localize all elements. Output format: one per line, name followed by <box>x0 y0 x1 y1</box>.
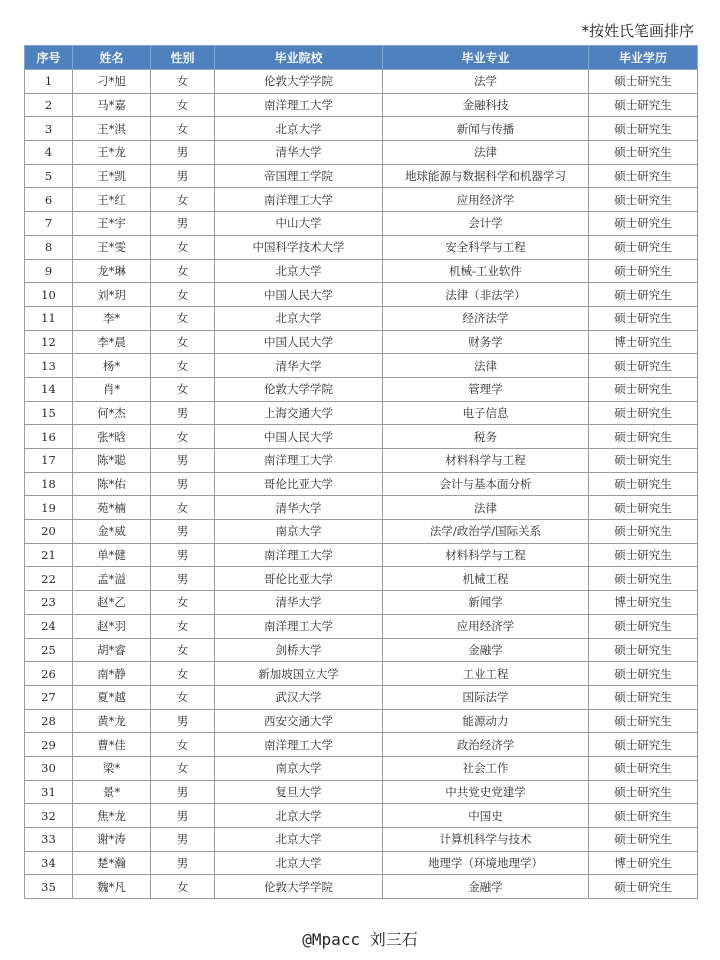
cell-gender: 女 <box>151 259 215 283</box>
cell-gender: 男 <box>151 401 215 425</box>
table-row <box>25 472 698 496</box>
cell-major: 国际法学 <box>383 685 589 709</box>
cell-name: 谢*涛 <box>73 828 151 852</box>
table-row <box>25 449 698 473</box>
cell-name: 楚*瀚 <box>73 851 151 875</box>
table-row <box>25 804 698 828</box>
cell-gender: 女 <box>151 685 215 709</box>
cell-name: 李*晨 <box>73 330 151 354</box>
cell-school: 清华大学 <box>215 591 383 615</box>
cell-gender: 女 <box>151 70 215 94</box>
cell-gender: 女 <box>151 638 215 662</box>
table-row <box>25 259 698 283</box>
cell-degree: 硕士研究生 <box>589 472 698 496</box>
cell-index: 27 <box>25 685 73 709</box>
cell-name: 马*嘉 <box>73 93 151 117</box>
table-row <box>25 591 698 615</box>
cell-school: 武汉大学 <box>215 685 383 709</box>
cell-gender: 男 <box>151 212 215 236</box>
cell-name: 王*龙 <box>73 141 151 165</box>
cell-name: 胡*睿 <box>73 638 151 662</box>
cell-gender: 男 <box>151 567 215 591</box>
cell-name: 张*晗 <box>73 425 151 449</box>
table-row <box>25 520 698 544</box>
table-row <box>25 425 698 449</box>
cell-degree: 硕士研究生 <box>589 283 698 307</box>
cell-major: 能源动力 <box>383 709 589 733</box>
cell-degree: 硕士研究生 <box>589 662 698 686</box>
cell-major: 财务学 <box>383 330 589 354</box>
cell-degree: 硕士研究生 <box>589 401 698 425</box>
table-row <box>25 70 698 94</box>
cell-degree: 硕士研究生 <box>589 756 698 780</box>
cell-index: 26 <box>25 662 73 686</box>
cell-index: 8 <box>25 235 73 259</box>
table-row <box>25 330 698 354</box>
table-row <box>25 709 698 733</box>
cell-school: 伦敦大学学院 <box>215 70 383 94</box>
cell-school: 中国人民大学 <box>215 283 383 307</box>
cell-school: 伦敦大学学院 <box>215 377 383 401</box>
cell-school: 北京大学 <box>215 851 383 875</box>
cell-school: 南洋理工大学 <box>215 93 383 117</box>
cell-degree: 硕士研究生 <box>589 212 698 236</box>
table-row <box>25 377 698 401</box>
cell-major: 法律 <box>383 354 589 378</box>
cell-school: 新加坡国立大学 <box>215 662 383 686</box>
cell-school: 南洋理工大学 <box>215 449 383 473</box>
cell-school: 西安交通大学 <box>215 709 383 733</box>
cell-major: 材料科学与工程 <box>383 449 589 473</box>
cell-major: 金融科技 <box>383 93 589 117</box>
cell-gender: 男 <box>151 141 215 165</box>
cell-major: 新闻与传播 <box>383 117 589 141</box>
cell-index: 29 <box>25 733 73 757</box>
cell-name: 夏*越 <box>73 685 151 709</box>
table-row <box>25 354 698 378</box>
cell-school: 南洋理工大学 <box>215 733 383 757</box>
cell-major: 材料科学与工程 <box>383 543 589 567</box>
cell-gender: 女 <box>151 117 215 141</box>
cell-gender: 女 <box>151 496 215 520</box>
table-row <box>25 93 698 117</box>
cell-major: 应用经济学 <box>383 188 589 212</box>
table-row <box>25 306 698 330</box>
cell-major: 地理学（环境地理学） <box>383 851 589 875</box>
cell-index: 14 <box>25 377 73 401</box>
cell-index: 32 <box>25 804 73 828</box>
cell-school: 南洋理工大学 <box>215 614 383 638</box>
cell-name: 单*健 <box>73 543 151 567</box>
cell-index: 1 <box>25 70 73 94</box>
table-row <box>25 756 698 780</box>
cell-major: 地球能源与数据科学和机器学习 <box>383 164 589 188</box>
cell-gender: 女 <box>151 283 215 307</box>
cell-school: 北京大学 <box>215 117 383 141</box>
cell-index: 17 <box>25 449 73 473</box>
cell-degree: 硕士研究生 <box>589 638 698 662</box>
cell-name: 黄*龙 <box>73 709 151 733</box>
cell-index: 23 <box>25 591 73 615</box>
cell-name: 金*威 <box>73 520 151 544</box>
cell-school: 剑桥大学 <box>215 638 383 662</box>
cell-degree: 硕士研究生 <box>589 188 698 212</box>
cell-name: 梁* <box>73 756 151 780</box>
cell-degree: 硕士研究生 <box>589 70 698 94</box>
cell-degree: 博士研究生 <box>589 851 698 875</box>
cell-major: 会计学 <box>383 212 589 236</box>
header-degree: 毕业学历 <box>589 46 698 70</box>
header-index: 序号 <box>25 46 73 70</box>
cell-gender: 男 <box>151 851 215 875</box>
cell-gender: 男 <box>151 709 215 733</box>
table-row <box>25 496 698 520</box>
cell-name: 景* <box>73 780 151 804</box>
table-row <box>25 567 698 591</box>
cell-index: 6 <box>25 188 73 212</box>
cell-degree: 硕士研究生 <box>589 567 698 591</box>
cell-index: 18 <box>25 472 73 496</box>
cell-gender: 男 <box>151 449 215 473</box>
cell-major: 管理学 <box>383 377 589 401</box>
cell-index: 20 <box>25 520 73 544</box>
cell-major: 安全科学与工程 <box>383 235 589 259</box>
table-row <box>25 685 698 709</box>
cell-name: 焦*龙 <box>73 804 151 828</box>
cell-name: 魏*凡 <box>73 875 151 899</box>
cell-gender: 女 <box>151 591 215 615</box>
cell-major: 社会工作 <box>383 756 589 780</box>
cell-name: 王*雯 <box>73 235 151 259</box>
table-row <box>25 188 698 212</box>
header-name: 姓名 <box>73 46 151 70</box>
cell-index: 31 <box>25 780 73 804</box>
cell-gender: 男 <box>151 164 215 188</box>
cell-school: 上海交通大学 <box>215 401 383 425</box>
cell-gender: 女 <box>151 354 215 378</box>
cell-school: 南京大学 <box>215 756 383 780</box>
cell-degree: 博士研究生 <box>589 591 698 615</box>
cell-major: 法学 <box>383 70 589 94</box>
header-school: 毕业院校 <box>215 46 383 70</box>
cell-gender: 女 <box>151 614 215 638</box>
cell-gender: 女 <box>151 235 215 259</box>
cell-major: 法律 <box>383 141 589 165</box>
table-row <box>25 733 698 757</box>
cell-degree: 硕士研究生 <box>589 685 698 709</box>
table-row <box>25 235 698 259</box>
cell-school: 北京大学 <box>215 306 383 330</box>
cell-index: 15 <box>25 401 73 425</box>
cell-school: 中国人民大学 <box>215 425 383 449</box>
cell-index: 13 <box>25 354 73 378</box>
cell-degree: 硕士研究生 <box>589 354 698 378</box>
cell-index: 28 <box>25 709 73 733</box>
cell-name: 南*静 <box>73 662 151 686</box>
cell-degree: 硕士研究生 <box>589 614 698 638</box>
cell-major: 法学/政治学/国际关系 <box>383 520 589 544</box>
cell-school: 中国科学技术大学 <box>215 235 383 259</box>
table-row <box>25 614 698 638</box>
cell-major: 金融学 <box>383 875 589 899</box>
header-major: 毕业专业 <box>383 46 589 70</box>
cell-index: 9 <box>25 259 73 283</box>
cell-gender: 女 <box>151 330 215 354</box>
cell-degree: 硕士研究生 <box>589 543 698 567</box>
cell-major: 应用经济学 <box>383 614 589 638</box>
cell-major: 税务 <box>383 425 589 449</box>
cell-school: 伦敦大学学院 <box>215 875 383 899</box>
cell-name: 孟*溢 <box>73 567 151 591</box>
table-row <box>25 117 698 141</box>
cell-gender: 女 <box>151 662 215 686</box>
cell-degree: 硕士研究生 <box>589 875 698 899</box>
cell-major: 经济法学 <box>383 306 589 330</box>
cell-major: 电子信息 <box>383 401 589 425</box>
table-row <box>25 780 698 804</box>
cell-index: 10 <box>25 283 73 307</box>
cell-index: 30 <box>25 756 73 780</box>
cell-index: 11 <box>25 306 73 330</box>
cell-degree: 硕士研究生 <box>589 709 698 733</box>
cell-index: 34 <box>25 851 73 875</box>
cell-school: 清华大学 <box>215 496 383 520</box>
cell-index: 16 <box>25 425 73 449</box>
cell-degree: 硕士研究生 <box>589 804 698 828</box>
table-row <box>25 212 698 236</box>
cell-degree: 硕士研究生 <box>589 93 698 117</box>
cell-major: 法律 <box>383 496 589 520</box>
cell-major: 政治经济学 <box>383 733 589 757</box>
table-row <box>25 851 698 875</box>
cell-gender: 男 <box>151 543 215 567</box>
table-row <box>25 141 698 165</box>
cell-major: 计算机科学与技术 <box>383 828 589 852</box>
cell-major: 法律（非法学） <box>383 283 589 307</box>
cell-name: 王*凯 <box>73 164 151 188</box>
cell-index: 12 <box>25 330 73 354</box>
cell-major: 工业工程 <box>383 662 589 686</box>
cell-school: 中国人民大学 <box>215 330 383 354</box>
cell-gender: 女 <box>151 188 215 212</box>
cell-gender: 女 <box>151 306 215 330</box>
cell-index: 22 <box>25 567 73 591</box>
cell-gender: 男 <box>151 780 215 804</box>
cell-degree: 硕士研究生 <box>589 496 698 520</box>
cell-name: 陈*聪 <box>73 449 151 473</box>
cell-name: 龙*琳 <box>73 259 151 283</box>
cell-degree: 硕士研究生 <box>589 141 698 165</box>
cell-index: 33 <box>25 828 73 852</box>
cell-school: 南洋理工大学 <box>215 188 383 212</box>
cell-gender: 女 <box>151 93 215 117</box>
table-row <box>25 283 698 307</box>
header-gender: 性别 <box>151 46 215 70</box>
table-row <box>25 828 698 852</box>
cell-degree: 博士研究生 <box>589 330 698 354</box>
cell-degree: 硕士研究生 <box>589 780 698 804</box>
cell-index: 7 <box>25 212 73 236</box>
cell-name: 赵*乙 <box>73 591 151 615</box>
cell-name: 杨* <box>73 354 151 378</box>
cell-name: 刘*玥 <box>73 283 151 307</box>
cell-name: 王*淇 <box>73 117 151 141</box>
cell-index: 35 <box>25 875 73 899</box>
cell-index: 2 <box>25 93 73 117</box>
table-row <box>25 401 698 425</box>
cell-major: 新闻学 <box>383 591 589 615</box>
cell-degree: 硕士研究生 <box>589 164 698 188</box>
cell-degree: 硕士研究生 <box>589 259 698 283</box>
cell-name: 王*宇 <box>73 212 151 236</box>
cell-major: 金融学 <box>383 638 589 662</box>
cell-school: 中山大学 <box>215 212 383 236</box>
cell-index: 3 <box>25 117 73 141</box>
cell-index: 24 <box>25 614 73 638</box>
graduates-table <box>24 45 698 899</box>
cell-gender: 女 <box>151 756 215 780</box>
cell-major: 中共党史党建学 <box>383 780 589 804</box>
cell-degree: 硕士研究生 <box>589 449 698 473</box>
table-body <box>25 70 698 899</box>
cell-name: 赵*羽 <box>73 614 151 638</box>
cell-degree: 硕士研究生 <box>589 733 698 757</box>
cell-degree: 硕士研究生 <box>589 117 698 141</box>
cell-index: 25 <box>25 638 73 662</box>
cell-school: 南京大学 <box>215 520 383 544</box>
cell-gender: 女 <box>151 425 215 449</box>
cell-name: 苑*楠 <box>73 496 151 520</box>
cell-gender: 女 <box>151 733 215 757</box>
sort-note: *按姓氏笔画排序 <box>581 22 694 40</box>
table-header-row <box>25 46 698 70</box>
cell-school: 哥伦比亚大学 <box>215 472 383 496</box>
cell-school: 帝国理工学院 <box>215 164 383 188</box>
cell-major: 机械-工业软件 <box>383 259 589 283</box>
cell-gender: 男 <box>151 804 215 828</box>
cell-name: 陈*佑 <box>73 472 151 496</box>
cell-school: 哥伦比亚大学 <box>215 567 383 591</box>
cell-school: 北京大学 <box>215 828 383 852</box>
cell-degree: 硕士研究生 <box>589 520 698 544</box>
cell-gender: 男 <box>151 828 215 852</box>
table-row <box>25 875 698 899</box>
table-row <box>25 638 698 662</box>
cell-name: 何*杰 <box>73 401 151 425</box>
cell-degree: 硕士研究生 <box>589 377 698 401</box>
cell-degree: 硕士研究生 <box>589 828 698 852</box>
cell-major: 机械工程 <box>383 567 589 591</box>
cell-gender: 女 <box>151 377 215 401</box>
cell-index: 19 <box>25 496 73 520</box>
cell-name: 肖* <box>73 377 151 401</box>
cell-name: 曹*佳 <box>73 733 151 757</box>
cell-school: 南洋理工大学 <box>215 543 383 567</box>
footer-watermark: @Mpacc 刘三石 <box>302 930 418 949</box>
cell-name: 李* <box>73 306 151 330</box>
cell-school: 清华大学 <box>215 141 383 165</box>
cell-degree: 硕士研究生 <box>589 235 698 259</box>
cell-gender: 男 <box>151 520 215 544</box>
cell-major: 会计与基本面分析 <box>383 472 589 496</box>
table-row <box>25 662 698 686</box>
cell-school: 北京大学 <box>215 804 383 828</box>
cell-index: 4 <box>25 141 73 165</box>
cell-school: 北京大学 <box>215 259 383 283</box>
graduates-table-container <box>24 45 697 899</box>
table-row <box>25 164 698 188</box>
cell-gender: 男 <box>151 472 215 496</box>
cell-degree: 硕士研究生 <box>589 306 698 330</box>
cell-major: 中国史 <box>383 804 589 828</box>
cell-school: 复旦大学 <box>215 780 383 804</box>
table-row <box>25 543 698 567</box>
cell-school: 清华大学 <box>215 354 383 378</box>
cell-degree: 硕士研究生 <box>589 425 698 449</box>
cell-index: 5 <box>25 164 73 188</box>
cell-gender: 女 <box>151 875 215 899</box>
cell-name: 王*红 <box>73 188 151 212</box>
cell-name: 刁*旭 <box>73 70 151 94</box>
cell-index: 21 <box>25 543 73 567</box>
